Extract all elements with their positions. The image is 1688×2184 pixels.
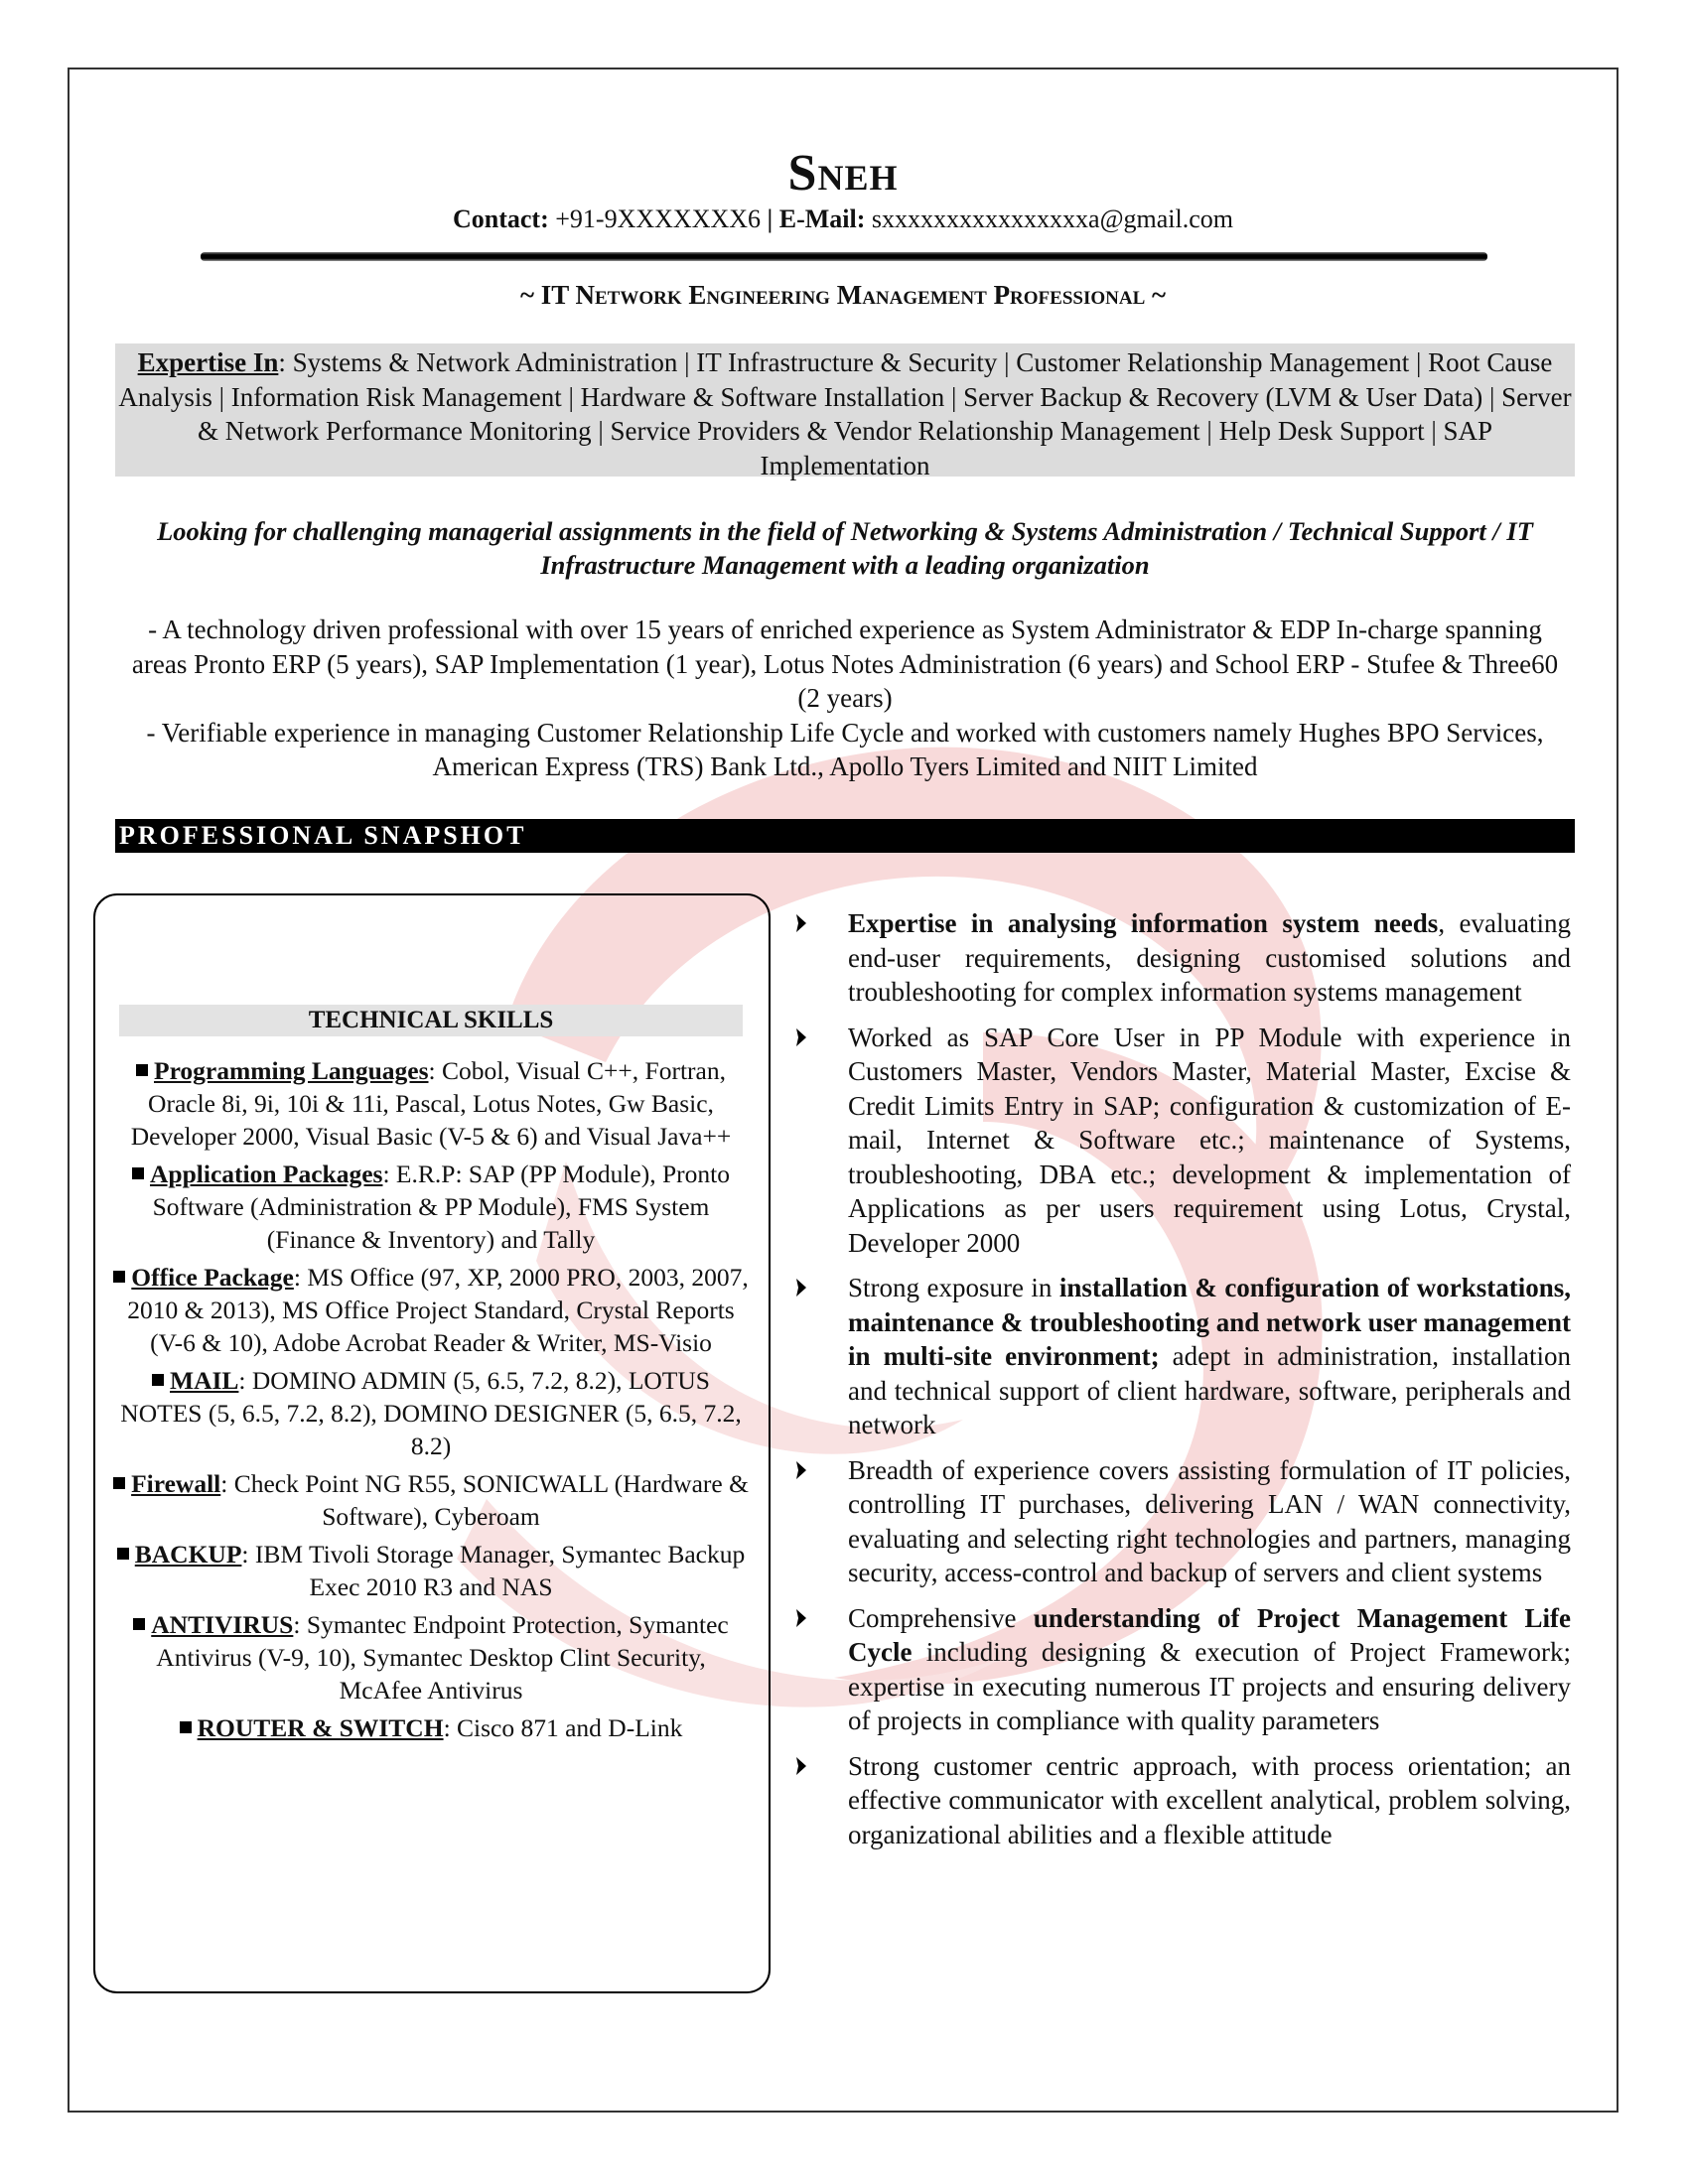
skill-label: Application Packages [150,1160,383,1188]
skill-item [113,1158,749,1256]
snapshot-text: Strong exposure in [848,1273,1059,1302]
technical-skills-panel [93,893,771,1993]
square-bullet-icon [133,1618,145,1630]
candidate-name: Sneh [787,145,899,202]
arrow-bullet-icon [794,1608,808,1628]
snapshot-text: Breadth of experience covers assisting formulation of IT policies, controlling IT purchases, delivering LAN / WAN connectivity, evaluating and selecting right technologies and partners, managing security, access-control and backup of servers and client systems [848,1454,1571,1587]
snapshot-text: including designing & execution of Project Framework; expertise in executing numerous IT projects and ensuring delivery of projects in compliance with quality parameters [848,1637,1571,1735]
expertise-text: : Systems & Network Administration | IT Infrastructure & Security | Customer Relationship Management | Root Cause Analysis | Information Risk Management | Hardware & Software Installation | Server Backup & Recovery (LVM & User Data) | Server & Network Performance Monitoring | Service Providers & Vendor Relationship Management | Help Desk Support | SAP Implementation [118,347,1572,480]
expertise-band [115,343,1575,480]
skill-item [113,1364,749,1462]
snapshot-highlight: understanding of Project Management Life Cycle [848,1602,1571,1667]
phone-number: +91-9XXXXXXX6 [555,205,762,233]
snapshot-item [792,906,1571,1010]
contact-label: Contact: [453,205,549,233]
contact-line [70,205,1617,234]
skill-item [113,1261,749,1359]
skill-item [113,1538,749,1603]
technical-skills-title: TECHNICAL SKILLS [119,1005,743,1036]
square-bullet-icon [132,1167,144,1179]
square-bullet-icon [136,1064,148,1076]
skill-text: : Cisco 871 and D-Link [443,1713,683,1742]
email-label: E-Mail: [778,205,866,233]
arrow-bullet-icon [794,1027,808,1047]
summary-line: - Verifiable experience in managing Customer Relationship Life Cycle and worked with customers namely Hughes BPO Services, American Express (TRS) Bank Ltd., Apollo Tyers Limited and NIIT Limited [146,717,1544,781]
arrow-bullet-icon [794,1278,808,1297]
skill-label: Office Package [131,1263,294,1292]
skill-item [113,1608,749,1706]
career-objective: Looking for challenging managerial assignments in the field of Networking & Systems Administration / Technical Support / IT Infrastructure Management with a leading organization [157,516,1533,580]
skill-text: : E.R.P: SAP (PP Module), Pronto Software (Administration & PP Module), FMS System (Finance & Inventory) and Tally [152,1160,730,1254]
skill-item [113,1711,749,1744]
square-bullet-icon [113,1271,125,1283]
email-address: sxxxxxxxxxxxxxxxxa@gmail.com [871,205,1233,233]
summary-line: - A technology driven professional with over 15 years of enriched experience as System Administrator & EDP In-charge spanning areas Pronto ERP (5 years), SAP Implementation (1 year), Lotus Notes Administration (6 years) and School ERP - Stufee & Three60 (2 years) [131,614,1559,713]
snapshot-item [792,1453,1571,1590]
skill-label: ROUTER & SWITCH [197,1713,444,1742]
square-bullet-icon [113,1477,125,1489]
snapshot-item [792,1749,1571,1852]
arrow-bullet-icon [794,1460,808,1480]
snapshot-item [792,1271,1571,1442]
snapshot-item [792,1601,1571,1738]
contact-separator: | [767,205,774,233]
skill-label: Firewall [131,1469,221,1498]
snapshot-highlight: installation & configuration of workstations, maintenance & troubleshooting and network user management in multi-site environment; [848,1273,1572,1371]
skill-label: BACKUP [134,1540,242,1569]
skill-text: : IBM Tivoli Storage Manager, Symantec Backup Exec 2010 R3 and NAS [241,1540,746,1601]
professional-snapshot-list [792,906,1571,1862]
snapshot-highlight: Expertise in analysing information system needs [848,908,1439,938]
skill-label: MAIL [170,1366,239,1395]
expertise-label: Expertise In [137,347,279,377]
skill-label: ANTIVIRUS [151,1610,294,1639]
snapshot-text: Worked as SAP Core User in PP Module with experience in Customers Master, Vendors Master, Material Master, Excise & Credit Limits Entry in SAP; configuration & customization of E-mail, Internet & Software etc.; maintenance of Systems, troubleshooting, DBA etc.; development & implementation of Applications as per users requirement using Lotus, Crystal, Developer 2000 [848,1022,1571,1258]
skill-text: : DOMINO ADMIN (5, 6.5, 7.2, 8.2), LOTUS NOTES (5, 6.5, 7.2, 8.2), DOMINO DESIGNER (5, 6.5, 7.2, 8.2) [120,1366,742,1460]
arrow-bullet-icon [794,1756,808,1776]
section-heading-professional-snapshot: PROFESSIONAL SNAPSHOT [115,819,1575,853]
square-bullet-icon [180,1721,192,1733]
header-divider [201,252,1487,261]
square-bullet-icon [117,1548,129,1560]
skill-item [113,1467,749,1533]
snapshot-text: , evaluating end-user requirements, designing customised solutions and troubleshooting for complex information systems management [848,908,1571,1007]
snapshot-text: Comprehensive [848,1602,1034,1633]
skill-text: : MS Office (97, XP, 2000 PRO, 2003, 2007, 2010 & 2013), MS Office Project Standard, Crystal Reports (V-6 & 10), Adobe Acrobat Reader & Writer, MS-Visio [127,1263,749,1357]
professional-headline: ~ IT Network Engineering Management Professional ~ [519,280,1167,310]
square-bullet-icon [152,1374,164,1386]
skill-text: : Check Point NG R55, SONICWALL (Hardware & Software), Cyberoam [220,1469,749,1531]
skill-text: : Symantec Endpoint Protection, Symantec Antivirus (V-9, 10), Symantec Desktop Clint Security, McAfee Antivirus [156,1610,729,1705]
skill-label: Programming Languages [154,1056,429,1085]
skill-text: : Cobol, Visual C++, Fortran, Oracle 8i, 9i, 10i & 11i, Pascal, Lotus Notes, Gw Basic, Developer 2000, Visual Basic (V-5 & 6) and Visual Java++ [130,1056,732,1151]
snapshot-item [792,1021,1571,1261]
arrow-bullet-icon [794,913,808,933]
resume-page [68,68,1618,2113]
snapshot-text: Strong customer centric approach, with process orientation; an effective communicator with excellent analytical, problem solving, organizational abilities and a flexible attitude [848,1750,1571,1849]
skill-item [113,1054,749,1153]
technical-skills-list [113,1054,749,1749]
snapshot-text: adept in administration, installation and technical support of client hardware, software, peripherals and network [848,1341,1571,1439]
profile-summary [129,613,1561,784]
